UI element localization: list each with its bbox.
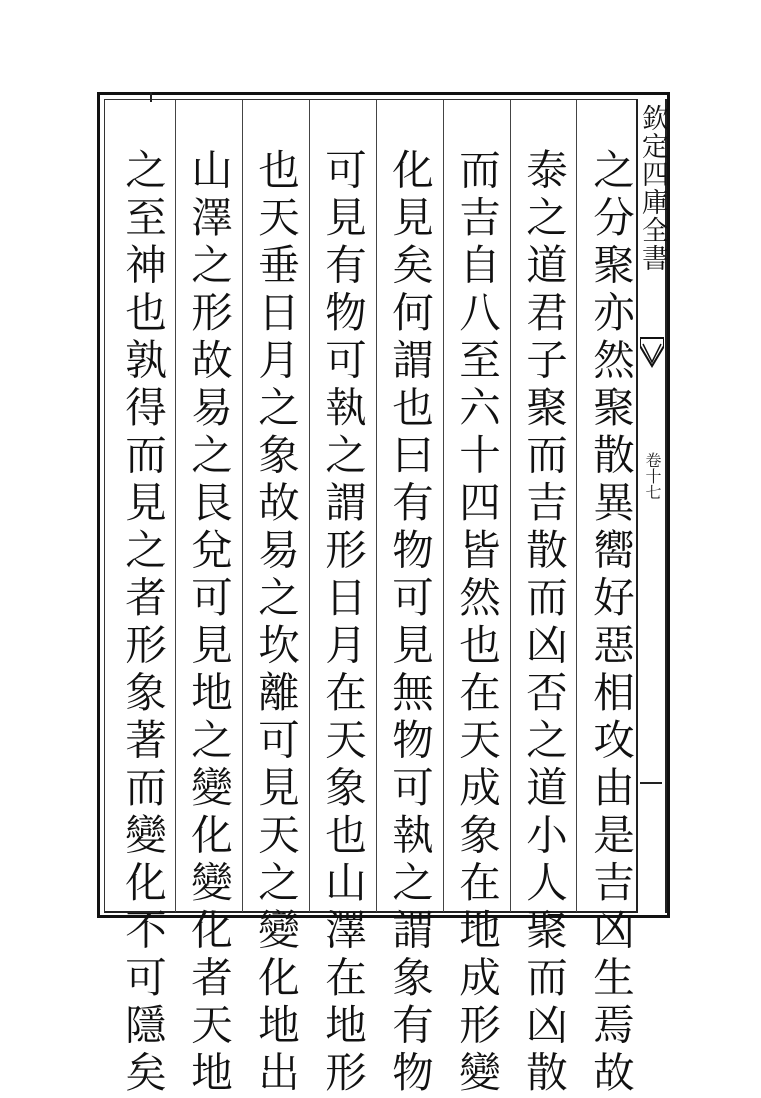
text-column-8: 之至神也孰得而見之者形象著而變化不可隱矣 bbox=[118, 148, 167, 1098]
column-rule bbox=[309, 100, 310, 912]
text-column-7: 山澤之形故易之艮兌可見地之變化變化者天地 bbox=[184, 148, 233, 1098]
text-column-1: 之分聚亦然聚散異嚮好惡相攻由是吉凶生焉故 bbox=[586, 148, 635, 1098]
fish-tail-icon bbox=[640, 336, 664, 372]
column-rule bbox=[576, 100, 577, 912]
column-rule bbox=[510, 100, 511, 912]
column-rule bbox=[443, 100, 444, 912]
frame-tick bbox=[150, 92, 152, 102]
text-column-4: 化見矣何謂也曰有物可見無物可執之謂象有物 bbox=[385, 148, 434, 1098]
text-column-6: 也天垂日月之象故易之坎離可見天之變化地出 bbox=[251, 148, 300, 1098]
book-title: 欽定四庫全書 bbox=[637, 104, 668, 272]
column-rule bbox=[175, 100, 176, 912]
column-rule bbox=[242, 100, 243, 912]
column-rule bbox=[376, 100, 377, 912]
text-column-5: 可見有物可執之謂形日月在天象也山澤在地形 bbox=[318, 148, 367, 1098]
gutter-mark bbox=[640, 782, 662, 784]
text-column-2: 泰之道君子聚而吉散而凶否之道小人聚而凶散 bbox=[519, 148, 568, 1098]
text-column-3: 而吉自八至六十四皆然也在天成象在地成形變 bbox=[452, 148, 501, 1098]
juan-label: 卷十七 bbox=[643, 452, 662, 500]
